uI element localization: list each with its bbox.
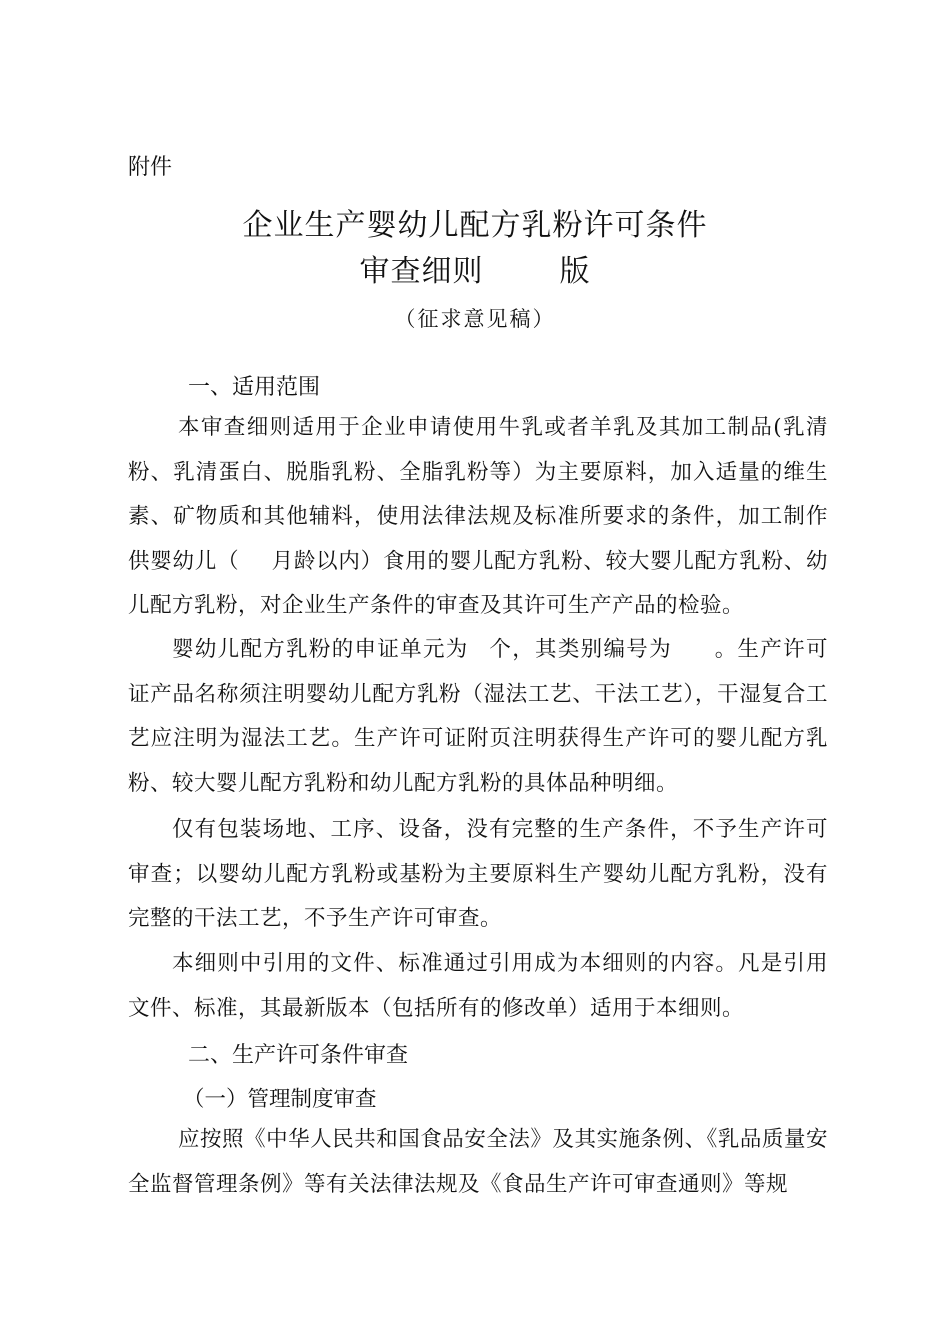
document-subtitle: （征求意见稿）	[394, 307, 556, 331]
section1-heading: 一、适用范围	[188, 375, 321, 400]
paragraph-2-part-a: 婴幼儿配方乳粉的申证单元为	[172, 637, 469, 662]
document-title-line2	[0, 246, 950, 290]
paragraph-2-part-b: 个，其类别编号为	[488, 637, 672, 662]
attachment-label: 附件	[128, 155, 173, 180]
paragraph-1-part-b: 月龄以内）食用的婴儿配方乳粉、较大婴儿配方乳粉、幼儿配方乳粉，对企业生产条件的审查及其许可生产产品的检验。	[128, 548, 828, 618]
document-title-line1: 企业生产婴幼儿配方乳粉许可条件	[242, 208, 708, 243]
title-line2-part-b: 版	[559, 254, 591, 289]
subsection1-heading: （一）管理制度审查	[183, 1087, 377, 1112]
paragraph-1-part-a: 本审查细则适用于企业申请使用牛乳或者羊乳及其加工制品(乳清粉、乳清蛋白、脱脂乳粉、全脂乳粉等）为主要原料，加入适量的维生素、矿物质和其他辅料，使用法律法规及标准所要求的条件，加工制作供婴幼儿（	[128, 415, 828, 574]
paragraph-2	[128, 628, 828, 806]
paragraph-3: 仅有包装场地、工序、设备，没有完整的生产条件，不予生产许可审查；以婴幼儿配方乳粉或基粉为主要原料生产婴幼儿配方乳粉，没有完整的干法工艺，不予生产许可审查。	[128, 817, 828, 931]
paragraph-2-part-c: 。生产许可证产品名称须注明婴幼儿配方乳粉（湿法工艺、干法工艺），干湿复合工艺应注明为湿法工艺。生产许可证附页注明获得生产许可的婴儿配方乳粉、较大婴儿配方乳粉和幼儿配方乳粉的具体品种明细。	[128, 637, 828, 796]
paragraph-4: 本细则中引用的文件、标准通过引用成为本细则的内容。凡是引用文件、标准，其最新版本（包括所有的修改单）适用于本细则。	[128, 951, 828, 1021]
section2-heading: 二、生产许可条件审查	[188, 1043, 409, 1068]
title-line2-part-a: 审查细则	[359, 254, 484, 289]
paragraph-5: 应按照《中华人民共和国食品安全法》及其实施条例、《乳品质量安全监督管理条例》等有关法律法规及《食品生产许可审查通则》等规	[128, 1127, 828, 1197]
paragraph-1	[128, 406, 828, 629]
